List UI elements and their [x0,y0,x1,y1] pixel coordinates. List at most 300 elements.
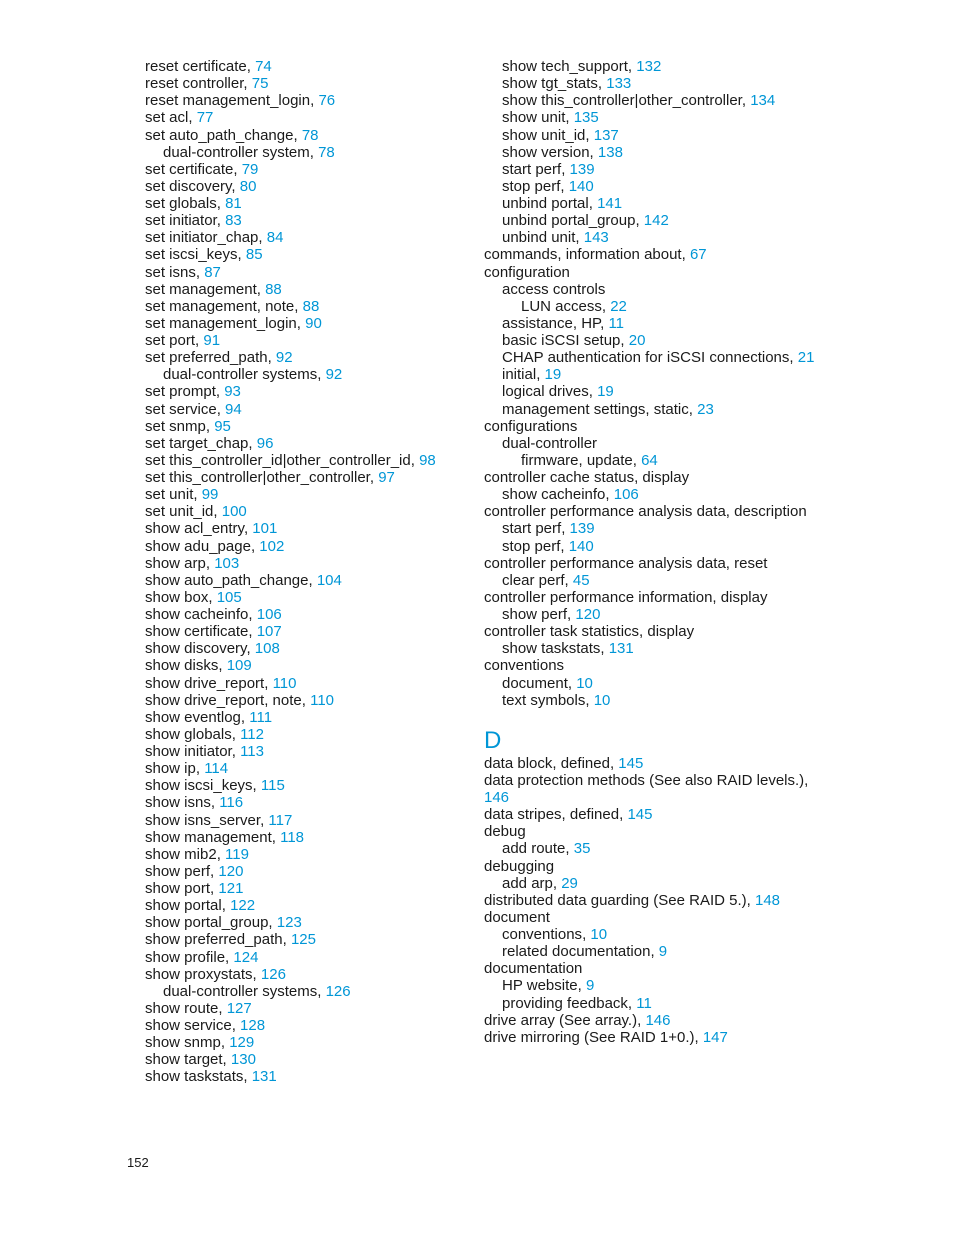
index-entry [484,298,819,315]
index-entry-separator: , [688,400,698,418]
index-page-link[interactable]: 102 [259,537,285,555]
index-entry [484,806,819,823]
index-entry-term: stop perf [502,537,561,555]
index-entry [484,520,819,537]
index-page-link[interactable]: 122 [230,897,256,915]
index-page-link[interactable]: 139 [569,520,595,538]
index-page-link[interactable]: 78 [301,126,319,144]
index-page-link[interactable]: 64 [641,451,658,469]
index-entry-separator: , [246,640,255,658]
index-entry-term: clear perf [502,571,565,589]
index-entry [145,880,465,897]
index-page-link[interactable]: 81 [225,195,242,212]
index-entry [145,931,465,948]
index-entry-separator: , [567,606,576,623]
index-entry-term: show cacheinfo [145,606,249,623]
index-entry-separator: , [560,177,569,195]
index-entry-term: set acl [145,109,189,127]
index-entry-term: drive mirroring (See RAID 1+0.) [484,1028,695,1046]
index-entry-term: show mib2 [145,845,217,863]
index-page-link[interactable]: 110 [272,674,297,692]
index-entry [145,1034,465,1051]
index-entry [145,281,465,298]
index-entry [145,846,465,863]
index-page-link[interactable]: 10 [590,926,608,943]
index-page-link[interactable]: 23 [697,400,714,418]
index-page-link[interactable]: 106 [256,606,282,623]
index-entry-separator: , [804,771,809,789]
index-page-link[interactable]: 112 [240,725,264,743]
index-entry-separator: , [564,571,573,589]
index-entry [484,383,819,400]
index-page-link[interactable]: 123 [276,914,302,932]
index-entry [484,469,819,486]
index-entry-separator: , [560,537,569,555]
index-page-link[interactable]: 142 [643,212,669,230]
index-page-link[interactable]: 10 [576,674,593,692]
index-entry-term: dual-controller system [163,143,310,161]
index-page-link[interactable]: 92 [325,366,343,384]
index-entry-separator: , [369,469,379,486]
index-page-link[interactable]: 78 [318,143,335,161]
index-page-link[interactable]: 132 [636,58,662,75]
index-page-link[interactable]: 84 [266,229,284,247]
index-page-link[interactable]: 115 [260,777,285,795]
index-entry-term: LUN access [521,297,602,315]
index-page-link[interactable]: 88 [265,280,282,298]
index-page-link[interactable]: 119 [225,845,249,863]
index-entry [484,315,819,332]
index-entry [484,623,819,640]
index-entry [145,966,465,983]
index-entry-separator: , [195,263,205,281]
index-entry [145,229,465,246]
index-entry [484,401,819,418]
index-entry [484,606,819,623]
index-entry-separator: , [213,503,222,521]
index-page-link[interactable]: 117 [268,811,293,829]
index-page-link[interactable]: 114 [204,760,229,778]
index-page-link[interactable]: 97 [378,469,395,486]
index-entry-term: access controls [502,280,606,298]
index-entry-separator: , [741,92,751,110]
index-entry [145,366,465,383]
index-page-link[interactable]: 22 [610,297,627,315]
index-entry [145,144,465,161]
index-page-link[interactable]: 85 [245,246,263,264]
index-entry-term: unbind unit [502,229,576,247]
index-page-link[interactable]: 45 [572,571,590,589]
index-page-link[interactable]: 141 [597,195,623,212]
index-page-link[interactable]: 19 [597,383,614,401]
index-entry [484,58,819,75]
index-entry-separator: , [267,349,276,367]
index-entry [145,589,465,606]
index-entry-separator: , [694,1028,703,1046]
index-page-link[interactable]: 138 [597,143,623,161]
index-entry-separator: , [536,366,545,384]
index-entry-separator: , [293,126,302,144]
index-entry-separator: , [205,554,215,572]
index-entry-term: document [502,674,568,692]
index-entry [484,960,819,977]
index-entry [484,995,819,1012]
index-entry-separator: , [600,314,609,332]
index-page-link[interactable]: 143 [583,229,609,247]
index-entry-separator: , [225,948,234,966]
index-page-link[interactable]: 107 [256,623,282,641]
index-entry-term: set this_controller_id|other_controller_id [145,451,411,469]
index-entry-separator: , [310,92,319,110]
index-page-link[interactable]: 9 [658,943,668,961]
index-page-link[interactable]: 118 [280,828,305,846]
index-entry-term: show service [145,1017,232,1034]
index-page-link[interactable]: 146 [645,1011,671,1029]
index-entry [484,349,819,366]
index-entry-term: set port [145,332,196,349]
index-entry-term: HP website [502,977,578,995]
index-page-link[interactable]: 105 [216,588,242,606]
index-page-link[interactable]: 113 [240,743,264,760]
index-entry-term: show tgt_stats [502,75,598,93]
index-entry [145,75,465,92]
index-entry-separator: , [216,845,226,863]
index-entry-separator: , [222,1051,231,1069]
index-page-link[interactable]: 98 [419,451,436,469]
index-entry-term: show perf [502,606,568,623]
index-page-link[interactable]: 74 [255,58,272,75]
index-entry-term: logical drives [502,383,589,401]
index-entry [145,777,465,794]
index-entry-term: data protection methods (See also RAID levels.) [484,771,805,789]
index-entry [484,332,819,349]
index-entry [484,823,819,840]
index-page-link[interactable]: 129 [229,1034,255,1052]
index-entry [145,109,465,126]
index-entry-term: show profile [145,948,226,966]
index-entry [484,435,819,452]
index-entry-term: basic iSCSI setup [502,332,621,349]
index-entry [145,657,465,674]
index-page-link[interactable]: 9 [585,977,595,995]
index-page-link[interactable]: 120 [575,606,601,623]
index-entry-term: dual-controller systems [163,366,318,384]
index-entry [484,246,819,263]
index-page-link[interactable]: 135 [573,109,599,127]
index-entry-term: set initiator_chap [145,229,259,247]
index-page-link[interactable]: 140 [568,177,594,195]
index-page-link[interactable]: 11 [636,994,652,1012]
index-entry-term: show portal [145,897,222,915]
index-entry-separator: , [585,691,594,709]
index-entry [145,332,465,349]
index-page-link[interactable]: 91 [203,332,221,349]
index-entry-separator: , [231,177,240,195]
index-entry [145,1051,465,1068]
index-page-link[interactable]: 146 [484,789,510,806]
index-entry [145,863,465,880]
index-entry [484,977,819,994]
index-entry-term: document [484,908,550,926]
index-entry-separator: , [271,828,281,846]
index-entry-term: show isns [145,794,211,812]
index-page-link[interactable]: 93 [224,383,241,401]
index-page-link[interactable]: 121 [218,880,244,897]
index-entry-separator: , [565,109,574,127]
index-entry-separator: , [746,891,755,909]
index-entry [145,298,465,315]
index-page-link[interactable]: 101 [252,520,278,538]
index-page-link[interactable]: 87 [204,263,221,281]
index-entry-separator: , [601,297,611,315]
index-entry [145,623,465,640]
index-page-link[interactable]: 124 [233,948,259,966]
index-page-link[interactable]: 128 [240,1017,266,1034]
index-page-link[interactable]: 137 [593,126,619,144]
index-page-link[interactable]: 67 [689,246,707,264]
index-entry-term: show disks [145,657,219,675]
index-page-link[interactable]: 104 [316,571,342,589]
index-page-link[interactable]: 130 [230,1051,256,1069]
index-entry-separator: , [258,229,267,247]
index-entry-term: show unit [502,109,566,127]
index-entry [145,760,465,777]
index-entry [484,195,819,212]
index-entry-separator: , [635,212,644,230]
index-entry-separator: , [193,486,202,504]
index-page-link[interactable]: 110 [310,691,335,709]
index-page-link[interactable]: 94 [225,400,242,418]
index-page-link[interactable]: 99 [201,486,219,504]
index-entry-separator: , [308,571,317,589]
index-entry-separator: , [681,246,690,264]
index-page-link[interactable]: 111 [249,708,273,726]
index-entry-term: show iscsi_keys [145,777,253,795]
index-entry-separator: , [589,143,598,161]
index-entry-separator: , [243,1068,252,1086]
index-page-link[interactable]: 96 [256,434,274,452]
index-entry-separator: , [250,537,260,555]
index-entry-separator: , [627,994,637,1012]
index-entry [145,1000,465,1017]
index-entry [484,772,819,806]
index-entry-separator: , [215,383,225,401]
index-entry [484,572,819,589]
index-entry [145,212,465,229]
page-number: 152 [127,1155,149,1170]
index-entry [484,538,819,555]
index-entry-separator: , [301,691,311,709]
index-entry-separator: , [246,58,256,75]
index-entry [145,264,465,281]
index-entry-separator: , [188,109,197,127]
index-entry [484,418,819,435]
index-entry [145,897,465,914]
index-entry-separator: , [240,708,250,726]
index-entry [145,469,465,486]
index-entry [145,983,465,1000]
index-entry-term: show this_controller|other_controller [502,92,742,110]
index-entry-separator: , [282,931,291,949]
index-d-section [484,755,819,1046]
index-entry-term: debugging [484,857,555,875]
index-entry [484,943,819,960]
index-entry [145,452,465,469]
index-entry-term: add route [502,840,566,858]
index-entry-separator: , [256,280,266,298]
index-entry-term: configurations [484,417,578,435]
index-page-link[interactable]: 77 [196,109,214,127]
index-entry-separator: , [210,862,219,880]
index-entry [145,829,465,846]
index-entry-term: controller task statistics, display [484,623,695,641]
index-entry-separator: , [220,1034,230,1052]
index-entry-term: text symbols [502,691,586,709]
index-entry [145,246,465,263]
index-entry-separator: , [565,840,574,858]
index-entry [145,949,465,966]
index-entry-term: show portal_group [145,914,269,932]
index-page-link[interactable]: 76 [318,92,336,110]
index-entry-term: conventions [484,657,565,675]
index-entry-separator: , [600,640,609,658]
index-page-link[interactable]: 11 [608,314,625,332]
index-entry [484,144,819,161]
index-page-link[interactable]: 127 [226,999,252,1017]
index-entry [484,909,819,926]
index-entry [484,161,819,178]
index-entry-term: show taskstats [502,640,601,658]
index-entry-separator: , [237,246,246,264]
index-entry [484,1029,819,1046]
index-page-link[interactable]: 133 [606,75,632,93]
index-page-link[interactable]: 29 [561,874,578,892]
index-entry [484,640,819,657]
index-page-link[interactable]: 90 [305,314,322,332]
index-page-link[interactable]: 95 [214,417,231,435]
index-entry-separator: , [252,965,261,983]
index-page-link[interactable]: 147 [702,1028,728,1046]
index-entry-term: drive array (See array.) [484,1011,638,1029]
index-entry [484,229,819,246]
index-entry [484,178,819,195]
index-page-link[interactable]: 75 [251,75,269,93]
index-entry [484,589,819,606]
index-entry-term: show auto_path_change [145,571,309,589]
index-page-link[interactable]: 120 [218,862,244,880]
index-page-link[interactable]: 10 [593,691,611,709]
index-entry-term: show eventlog [145,708,241,726]
index-entry [145,486,465,503]
index-entry [145,315,465,332]
index-page-link[interactable]: 106 [613,486,639,504]
index-entry [484,926,819,943]
index-page-link[interactable]: 148 [755,891,781,909]
index-entry-separator: , [218,657,227,675]
index-entry-separator: , [567,674,577,692]
index-page-link[interactable]: 126 [260,965,286,983]
index-page-link[interactable]: 131 [608,640,634,658]
index-entry-separator: , [218,999,227,1017]
index-entry-separator: , [221,897,231,915]
index-entry [145,349,465,366]
index-page-link[interactable]: 80 [239,177,257,195]
index-entry-term: management settings, static [502,400,689,418]
index-entry-separator: , [248,623,257,641]
index-entry-separator: , [195,332,204,349]
index-entry-term: show box [145,588,209,606]
index-entry-term: show unit_id [502,126,586,144]
index-entry [484,109,819,126]
index-entry-separator: , [216,400,226,418]
index-entry [484,452,819,469]
index-entry-term: set auto_path_change [145,126,294,144]
index-entry [484,555,819,572]
index-entry-term: show version [502,143,590,161]
index-page-link[interactable]: 134 [750,92,776,110]
index-entry-term: show ip [145,760,196,778]
index-page-link[interactable]: 145 [627,806,653,824]
index-entry [145,794,465,811]
index-page-link[interactable]: 145 [618,754,644,772]
index-entry-separator: , [588,195,598,212]
index-page-link[interactable]: 83 [225,212,242,230]
index-entry-term: set iscsi_keys [145,246,238,264]
index-page-link[interactable]: 88 [302,297,320,315]
index-entry [145,1017,465,1034]
index-page-link[interactable]: 116 [219,794,244,812]
index-entry [484,858,819,875]
index-entry [145,812,465,829]
index-page-link[interactable]: 21 [797,349,815,367]
index-entry-term: stop perf [502,177,561,195]
index-page-link[interactable]: 108 [254,640,280,658]
index-page-link[interactable]: 100 [221,503,247,521]
index-page-link[interactable]: 131 [251,1068,277,1086]
index-page-link[interactable]: 125 [290,931,316,949]
index-page-link[interactable]: 20 [628,332,646,349]
index-page-link[interactable]: 92 [275,349,293,367]
index-page-link[interactable]: 19 [544,366,562,384]
index-page-link[interactable]: 35 [573,840,591,858]
index-entry-term: set target_chap [145,434,249,452]
index-entry-separator: , [248,606,257,623]
index-entry-term: add arp [502,874,553,892]
index-entry-term: CHAP authentication for iSCSI connections [502,349,790,367]
index-page-link[interactable]: 103 [214,554,240,572]
index-entry-term: show certificate [145,623,249,641]
index-entry-separator: , [231,743,241,760]
index-entry-term: show preferred_path [145,931,283,949]
index-entry-term: dual-controller systems [163,982,318,1000]
index-page-link[interactable]: 79 [241,160,259,178]
index-entry-term: distributed data guarding (See RAID 5.) [484,891,747,909]
index-entry-separator: , [588,383,598,401]
index-entry-separator: , [650,943,659,961]
index-entry-term: show snmp [145,1034,221,1052]
index-entry-separator: , [620,332,629,349]
index-entry-term: debug [484,823,526,841]
index-entry-separator: , [231,725,241,743]
index-page-link[interactable]: 140 [568,537,594,555]
index-entry-separator: , [609,754,619,772]
index-entry-separator: , [243,75,252,93]
index-entry-term: controller performance information, display [484,588,768,606]
index-entry-separator: , [410,451,420,469]
index-page-link[interactable]: 139 [569,160,595,178]
index-page-link[interactable]: 109 [226,657,252,675]
index-page-link[interactable]: 126 [325,982,351,1000]
